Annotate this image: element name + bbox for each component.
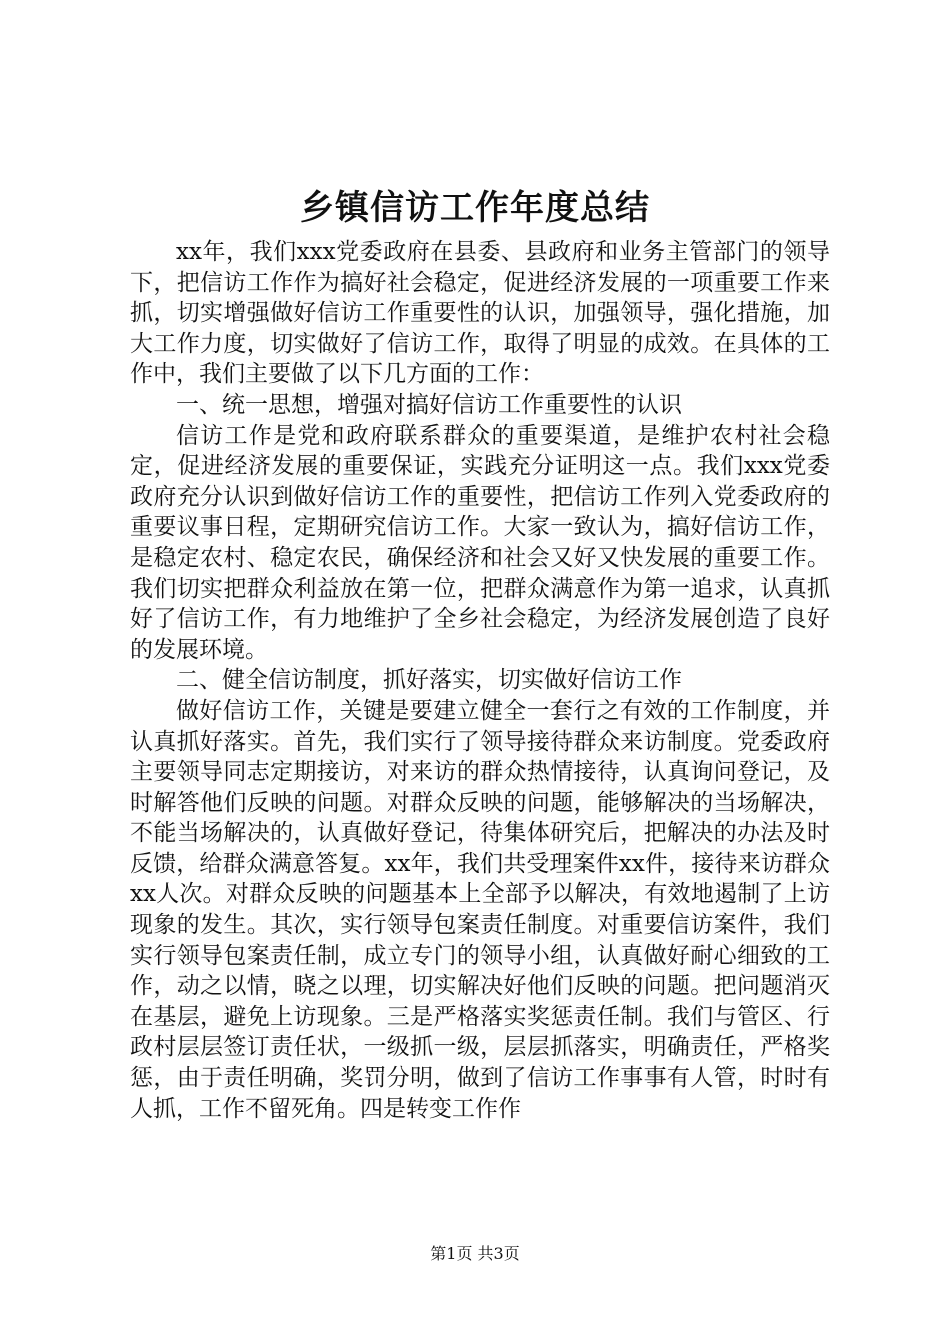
section-1-paragraph: 信访工作是党和政府联系群众的重要渠道，是维护农村社会稳定，促进经济发展的重要保证，实践充分证明这一点。我们xxx党委政府充分认识到做好信访工作的重要性，把信访工作列入党委政府的重要议事日程，定期研究信访工作。大家一致认为，搞好信访工作，是稳定农村、稳定农民，确保经济和社会又好又快发展的重要工作。我们切实把群众利益放在第一位，把群众满意作为第一追求，认真抓好了信访工作，有力地维护了全乡社会稳定，为经济发展创造了良好的发展环境。 — [130, 422, 830, 663]
page-number-footer: 第1页 共3页 — [430, 1244, 520, 1263]
intro-paragraph: xx年，我们xxx党委政府在县委、县政府和业务主管部门的领导下，把信访工作作为搞好社会稳定，促进经济发展的一项重要工作来抓，切实增强做好信访工作重要性的认识，加强领导，强化措施，加大工作力度，切实做好了信访工作，取得了明显的成效。在具体的工作中，我们主要做了以下几方面的工作： — [130, 239, 830, 388]
document-body — [130, 237, 830, 1124]
section-2-paragraph: 做好信访工作，关键是要建立健全一套行之有效的工作制度，并认真抓好落实。首先，我们实行了领导接待群众来访制度。党委政府主要领导同志定期接访，对来访的群众热情接待，认真询问登记，及时解答他们反映的问题。对群众反映的问题，能够解决的当场解决，不能当场解决的，认真做好登记，待集体研究后，把解决的办法及时反馈，给群众满意答复。xx年，我们共受理案件xx件，接待来访群众xx人次。对群众反映的问题基本上全部予以解决，有效地遏制了上访现象的发生。其次，实行领导包案责任制度。对重要信访案件，我们实行领导包案责任制，成立专门的领导小组，认真做好耐心细致的工作，动之以情，晓之以理，切实解决好他们反映的问题。把问题消灭在基层，避免上访现象。三是严格落实奖惩责任制。我们与管区、行政村层层签订责任状，一级抓一级，层层抓落实，明确责任，严格奖惩，由于责任明确，奖罚分明，做到了信访工作事事有人管，时时有人抓，工作不留死角。四是转变工作作 — [130, 697, 830, 1122]
document-title: 乡镇信访工作年度总结 — [300, 188, 650, 228]
section-heading-2: 二、健全信访制度，抓好落实，切实做好信访工作 — [176, 667, 682, 694]
section-heading-1: 一、统一思想，增强对搞好信访工作重要性的认识 — [176, 391, 682, 418]
